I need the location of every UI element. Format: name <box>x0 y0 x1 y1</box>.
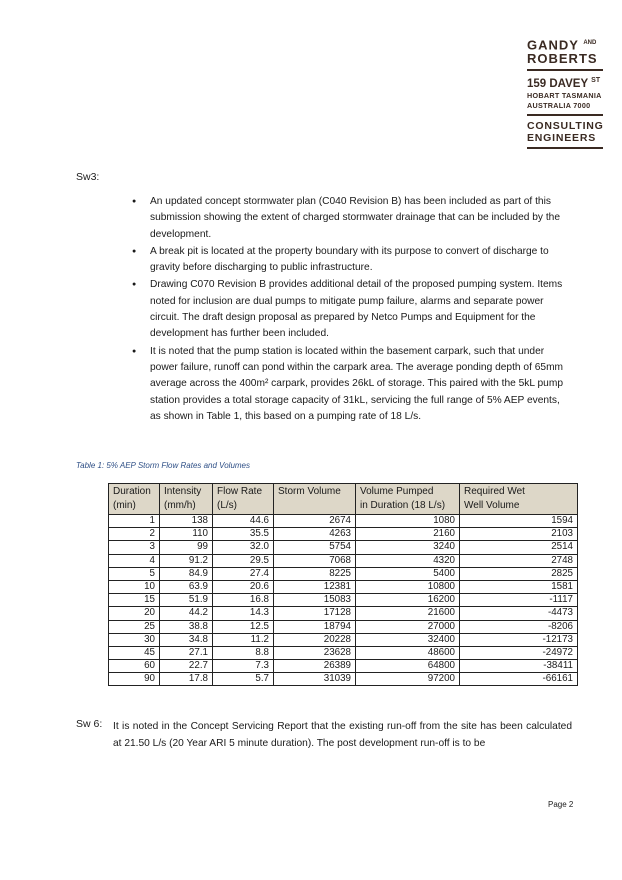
table-cell: 44.2 <box>160 607 213 620</box>
table-cell: 1080 <box>356 515 460 528</box>
table-cell: 51.9 <box>160 594 213 607</box>
logo-divider <box>527 114 603 116</box>
table-cell: 15 <box>109 594 160 607</box>
table-cell: 10 <box>109 580 160 593</box>
table-cell: 5400 <box>356 567 460 580</box>
table-cell: 45 <box>109 646 160 659</box>
table-header-row <box>109 484 578 515</box>
logo-and-word: AND <box>583 40 597 46</box>
table-caption: Table 1: 5% AEP Storm Flow Rates and Volumes <box>76 461 251 470</box>
column-header: Intensity (mm/h) <box>160 484 213 515</box>
table-cell: 4263 <box>274 528 356 541</box>
table-cell: 20228 <box>274 633 356 646</box>
table-cell: 27.4 <box>213 567 274 580</box>
table-cell: 63.9 <box>160 580 213 593</box>
bullet-item: ● It is noted that the pump station is located within the basement carpark, such that under power failure, runoff can pond within the carpark area. The average ponding depth of 65mm average across the 400m² carpark, provides 26kL of storage. This paired with the 5kL pump station provides a total storage capacity of 31kL, servicing the full range of 5% AEP events, as shown in Table 1, this based on a pumping rate of 18 L/s. <box>132 344 572 425</box>
table-cell: 30 <box>109 633 160 646</box>
table-cell: 34.8 <box>160 633 213 646</box>
table-cell: 110 <box>160 528 213 541</box>
table-cell: 8.8 <box>213 646 274 659</box>
logo-street-suffix: ST <box>591 77 601 85</box>
table-cell: 25 <box>109 620 160 633</box>
table-cell: 16.8 <box>213 594 274 607</box>
section-heading-sw6: Sw 6: <box>76 718 103 730</box>
table-cell: 2103 <box>460 528 578 541</box>
column-header: Duration (min) <box>109 484 160 515</box>
table-cell: 90 <box>109 673 160 686</box>
table-cell: 22.7 <box>160 660 213 673</box>
table-cell: 1 <box>109 515 160 528</box>
table-cell: 5.7 <box>213 673 274 686</box>
table-cell: 138 <box>160 515 213 528</box>
logo-name-line1: GANDY $^{AND}$ <box>527 37 597 53</box>
table-cell: 26389 <box>274 660 356 673</box>
bullet-item: ● Drawing C070 Revision B provides additional detail of the proposed pumping system. Items noted for inclusion are dual pumps to mitigate pump failure, alarms and separate power circuit. The draft design proposal as prepared by Netco Pumps and Equipment for the development has further been included. <box>132 277 572 342</box>
table-cell: 48600 <box>356 646 460 659</box>
column-header: Volume Pumped in Duration (18 L/s) <box>356 484 460 515</box>
table-row <box>109 607 578 620</box>
table-cell: 17.8 <box>160 673 213 686</box>
logo-city: HOBART TASMANIA <box>527 91 602 101</box>
table-cell: 3 <box>109 541 160 554</box>
table-cell: -1117 <box>460 594 578 607</box>
table-cell: 84.9 <box>160 567 213 580</box>
column-header: Flow Rate (L/s) <box>213 484 274 515</box>
table-row <box>109 580 578 593</box>
table-cell: 2825 <box>460 567 578 580</box>
logo-street: 159 DAVEY $^{ST}$ <box>527 77 601 91</box>
table-cell: 5754 <box>274 541 356 554</box>
table-cell: 16200 <box>356 594 460 607</box>
table-cell: -4473 <box>460 607 578 620</box>
table-cell: 21600 <box>356 607 460 620</box>
table-cell: 11.2 <box>213 633 274 646</box>
table-cell: 20 <box>109 607 160 620</box>
table-cell: -24972 <box>460 646 578 659</box>
table-cell: -66161 <box>460 673 578 686</box>
table-cell: 3240 <box>356 541 460 554</box>
table-row <box>109 541 578 554</box>
logo-divider <box>527 69 603 71</box>
table-cell: 18794 <box>274 620 356 633</box>
table-row <box>109 594 578 607</box>
table-row <box>109 646 578 659</box>
table-cell: 60 <box>109 660 160 673</box>
table-cell: -12173 <box>460 633 578 646</box>
table-cell: 8225 <box>274 567 356 580</box>
table-cell: 32.0 <box>213 541 274 554</box>
table-row <box>109 515 578 528</box>
column-header: Required Wet Well Volume <box>460 484 578 515</box>
table-cell: 5 <box>109 567 160 580</box>
table-cell: 15083 <box>274 594 356 607</box>
logo-divider <box>527 147 603 149</box>
table-cell: 4 <box>109 554 160 567</box>
table-cell: 44.6 <box>213 515 274 528</box>
storm-flow-table <box>108 483 578 686</box>
table-body <box>109 515 578 686</box>
table-cell: 64800 <box>356 660 460 673</box>
bullet-item: ● An updated concept stormwater plan (C040 Revision B) has been included as part of this submission showing the extent of charged stormwater drainage that can be included by the development. <box>132 194 572 243</box>
sw6-paragraph: It is noted in the Concept Servicing Report that the existing run-off from the site has been calculated at 21.50 L/s (20 Year ARI 5 minute duration). The post development run-off is to be <box>113 721 572 749</box>
page-number: Page 2 <box>548 800 574 809</box>
table-row <box>109 673 578 686</box>
table-cell: 2160 <box>356 528 460 541</box>
table-cell: 4320 <box>356 554 460 567</box>
column-header: Storm Volume <box>274 484 356 515</box>
table-cell: 29.5 <box>213 554 274 567</box>
bullet-item: ● A break pit is located at the property boundary with its purpose to convert of discharge to gravity before discharging to public infrastructure. <box>132 244 572 277</box>
table-cell: 20.6 <box>213 580 274 593</box>
table-cell: 12381 <box>274 580 356 593</box>
table-row <box>109 660 578 673</box>
table-cell: 97200 <box>356 673 460 686</box>
table-cell: 7068 <box>274 554 356 567</box>
table-cell: 99 <box>160 541 213 554</box>
table-cell: 2514 <box>460 541 578 554</box>
company-logo <box>527 36 603 149</box>
table-cell: 31039 <box>274 673 356 686</box>
bullet-list <box>132 194 572 425</box>
table-cell: 2 <box>109 528 160 541</box>
table-cell: 2674 <box>274 515 356 528</box>
table-cell: 38.8 <box>160 620 213 633</box>
table-cell: 12.5 <box>213 620 274 633</box>
table-cell: 23628 <box>274 646 356 659</box>
section-heading-sw3: Sw3: <box>76 171 100 183</box>
table-cell: 1581 <box>460 580 578 593</box>
table-cell: 7.3 <box>213 660 274 673</box>
table-cell: 35.5 <box>213 528 274 541</box>
logo-tagline-1: CONSULTING <box>527 120 604 133</box>
table-cell: 14.3 <box>213 607 274 620</box>
table-cell: 2748 <box>460 554 578 567</box>
table-cell: 17128 <box>274 607 356 620</box>
table-row <box>109 554 578 567</box>
table-cell: 1594 <box>460 515 578 528</box>
table-cell: -38411 <box>460 660 578 673</box>
logo-state: AUSTRALIA 7000 <box>527 101 591 111</box>
table-cell: 27.1 <box>160 646 213 659</box>
table-cell: 91.2 <box>160 554 213 567</box>
logo-tagline-2: ENGINEERS <box>527 132 597 145</box>
table-row <box>109 633 578 646</box>
table-row <box>109 567 578 580</box>
table-row <box>109 620 578 633</box>
table-cell: 27000 <box>356 620 460 633</box>
logo-name-line2: ROBERTS <box>527 51 598 67</box>
table-cell: 32400 <box>356 633 460 646</box>
table-row <box>109 528 578 541</box>
table-cell: 10800 <box>356 580 460 593</box>
table-cell: -8206 <box>460 620 578 633</box>
